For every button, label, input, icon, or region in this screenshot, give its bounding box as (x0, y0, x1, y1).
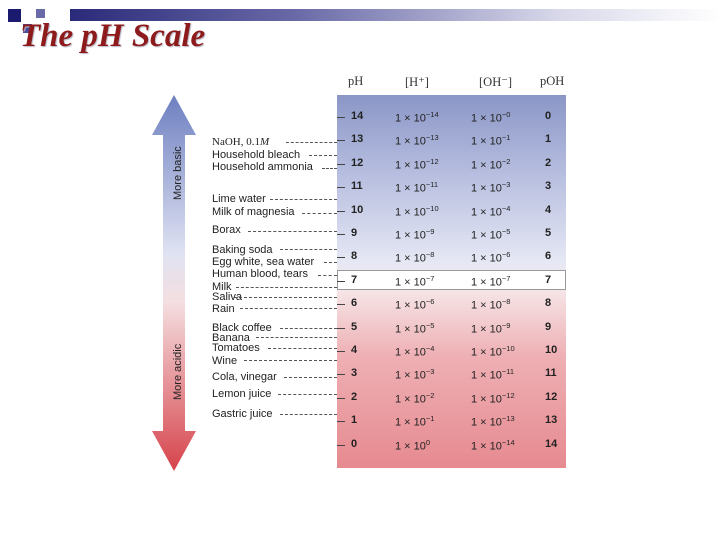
ph-value: 14 (351, 110, 364, 122)
leader-line (256, 337, 337, 338)
poh-value: 8 (545, 297, 552, 310)
h-concentration: $1 \times 10^{-6}$ (395, 297, 435, 312)
ph-row (337, 293, 566, 316)
ph-row (337, 317, 566, 340)
column-header-poh: pOH (540, 74, 565, 88)
leader-line (309, 155, 337, 156)
ph-value: 7 (351, 273, 358, 286)
oh-concentration: $1 \times 10^{-11}$ (471, 367, 515, 383)
oh-concentration: $1 \times 10^{-10}$ (471, 344, 515, 359)
column-header-ph: pH (348, 74, 364, 88)
ph-row (337, 200, 566, 223)
scale-tick (337, 187, 345, 188)
more-basic-label: More basic (172, 146, 184, 200)
oh-concentration: $1 \times 10^{-13}$ (471, 414, 515, 429)
ph-value: 9 (351, 227, 358, 239)
leader-line (278, 394, 337, 395)
oh-concentration: $1 \times 10^{-5}$ (471, 227, 511, 242)
h-concentration: $1 \times 10^{-3}$ (395, 367, 435, 383)
ph-value: 3 (351, 367, 358, 380)
leader-line (234, 297, 337, 298)
leader-line (302, 213, 337, 214)
ph-value: 1 (351, 414, 358, 427)
poh-value: 0 (545, 110, 552, 122)
column-header-oh: [OH⁻] (479, 75, 512, 89)
ph-row (337, 223, 566, 246)
ph-row (337, 387, 566, 410)
oh-concentration: $1 \times 10^{-7}$ (471, 273, 511, 289)
leader-line (280, 328, 337, 329)
substance-label: Cola, vinegar (212, 371, 277, 383)
slide-title: The pH Scale (20, 18, 206, 54)
h-concentration: $1 \times 10^0$ (395, 437, 431, 453)
scale-tick (337, 374, 345, 375)
substance-label: Borax (212, 224, 241, 236)
substance-label: Milk (212, 281, 232, 293)
oh-concentration: $1 \times 10^{-0}$ (471, 110, 511, 125)
oh-concentration: $1 \times 10^{-3}$ (471, 180, 511, 195)
scale-tick (337, 257, 345, 258)
scale-tick (337, 328, 345, 329)
poh-value: 14 (545, 437, 558, 450)
substance-label: Lime water (212, 193, 266, 205)
ph-value: 2 (351, 390, 358, 403)
leader-line (324, 262, 337, 263)
leader-line (322, 168, 337, 169)
column-header-h: [H⁺] (405, 75, 429, 89)
h-concentration: $1 \times 10^{-8}$ (395, 250, 435, 266)
ph-value: 10 (351, 203, 364, 216)
ph-value: 6 (351, 297, 358, 310)
ph-row (337, 270, 566, 293)
leader-line (236, 287, 337, 288)
poh-value: 4 (545, 203, 552, 216)
ph-row (337, 176, 566, 199)
leader-line (240, 308, 337, 309)
scale-tick (337, 211, 345, 212)
h-concentration: $1 \times 10^{-14}$ (395, 110, 439, 125)
poh-value: 11 (545, 367, 557, 380)
scale-tick (337, 281, 345, 282)
oh-concentration: $1 \times 10^{-2}$ (471, 156, 511, 172)
leader-line (280, 414, 337, 415)
poh-value: 6 (545, 250, 552, 263)
leader-line (248, 231, 337, 232)
ph-row (337, 434, 566, 457)
substance-label: Banana (212, 332, 250, 344)
molarity-unit: M (259, 136, 270, 148)
h-concentration: $1 \times 10^{-7}$ (395, 273, 435, 289)
scale-tick (337, 164, 345, 165)
h-concentration: $1 \times 10^{-12}$ (395, 156, 439, 172)
ph-row (337, 410, 566, 433)
substance-label: Lemon juice (212, 388, 272, 400)
leader-line (286, 142, 337, 143)
substance-label: Tomatoes (212, 342, 260, 354)
leader-line (318, 275, 337, 276)
ph-row (337, 153, 566, 176)
h-concentration: $1 \times 10^{-1}$ (395, 414, 435, 429)
leader-line (268, 348, 337, 349)
leader-line (270, 199, 337, 200)
ph-value: 5 (351, 320, 358, 333)
scale-tick (337, 445, 345, 446)
poh-value: 2 (545, 156, 552, 169)
ph-row (337, 106, 566, 129)
ph-row (337, 340, 566, 363)
ph-value: 13 (351, 133, 364, 146)
h-concentration: $1 \times 10^{-4}$ (395, 344, 435, 359)
scale-tick (337, 234, 345, 235)
substance-label: Gastric juice (212, 408, 273, 420)
scale-tick (337, 398, 345, 399)
ph-value: 12 (351, 156, 364, 169)
substance-label: Household bleach (212, 149, 301, 161)
oh-concentration: $1 \times 10^{-1}$ (471, 133, 511, 149)
scale-tick (337, 351, 345, 352)
poh-value: 9 (545, 320, 552, 333)
poh-value: 3 (545, 180, 552, 193)
leader-line (284, 377, 337, 378)
poh-value: 13 (545, 414, 558, 427)
ph-value: 4 (351, 344, 358, 356)
ph-row (337, 246, 566, 269)
h-concentration: $1 \times 10^{-11}$ (395, 180, 439, 195)
substance-label: Baking soda (212, 244, 273, 256)
h-concentration: $1 \times 10^{-9}$ (395, 227, 435, 242)
more-acidic-label: More acidic (172, 343, 184, 400)
substance-label: Egg white, sea water (212, 256, 315, 268)
leader-line (280, 249, 337, 250)
scale-tick (337, 304, 345, 305)
poh-value: 12 (545, 390, 558, 403)
leader-line (244, 360, 337, 361)
h-concentration: $1 \times 10^{-5}$ (395, 320, 435, 336)
substance-label: Saliva (212, 291, 242, 303)
poh-value: 5 (545, 227, 552, 239)
substance-label: Black coffee (212, 322, 272, 334)
substance-label: Human blood, tears (212, 268, 308, 280)
header-square (36, 9, 45, 18)
ph-value: 11 (351, 180, 363, 193)
h-concentration: $1 \times 10^{-10}$ (395, 203, 439, 219)
substance-label: Milk of magnesia (212, 206, 295, 218)
scale-tick (337, 117, 345, 118)
poh-value: 1 (545, 133, 552, 146)
poh-value: 7 (545, 273, 552, 286)
h-concentration: $1 \times 10^{-2}$ (395, 390, 435, 406)
ph-value: 0 (351, 437, 358, 450)
substance-label: Household ammonia (212, 161, 313, 173)
ph-row (337, 129, 566, 152)
oh-concentration: $1 \times 10^{-8}$ (471, 297, 511, 312)
ph-row (337, 363, 566, 386)
ph-value: 8 (351, 250, 358, 263)
poh-value: 10 (545, 344, 558, 356)
oh-concentration: $1 \times 10^{-4}$ (471, 203, 511, 219)
h-concentration: $1 \times 10^{-13}$ (395, 133, 439, 149)
oh-concentration: $1 \times 10^{-6}$ (471, 250, 511, 266)
oh-concentration: $1 \times 10^{-14}$ (471, 437, 515, 453)
oh-concentration: $1 \times 10^{-9}$ (471, 320, 511, 336)
substance-label: Wine (212, 355, 238, 367)
scale-tick (337, 140, 345, 141)
substance-label: Rain (212, 303, 235, 315)
scale-tick (337, 421, 345, 422)
substance-label: NaOH, 0.1M (212, 136, 270, 148)
oh-concentration: $1 \times 10^{-12}$ (471, 390, 515, 406)
